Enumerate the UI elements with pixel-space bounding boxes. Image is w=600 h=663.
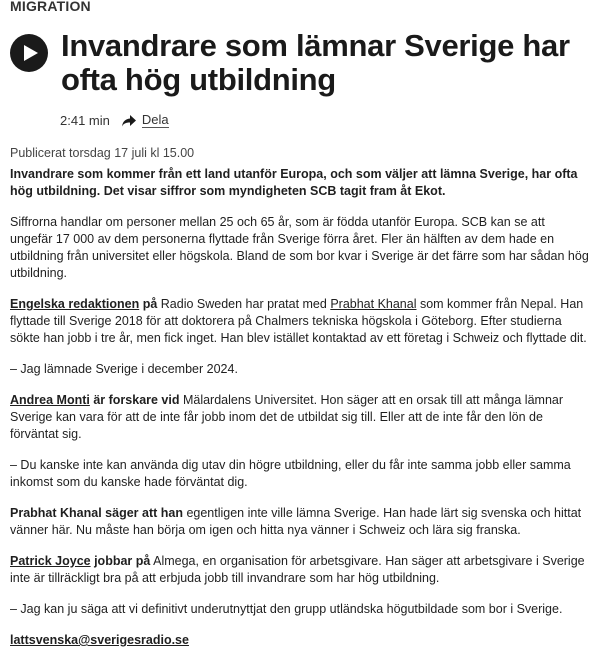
category-label: MIGRATION <box>10 0 91 14</box>
contact-email-link[interactable]: lattsvenska@sverigesradio.se <box>10 633 189 647</box>
contact-paragraph <box>10 632 590 649</box>
headline: Invandrare som lämnar Sverige har ofta hög utbildning <box>61 28 570 97</box>
headline-row <box>10 29 571 97</box>
text: Radio Sweden har pratat med <box>160 297 331 311</box>
text-bold: jobbar på <box>90 554 151 568</box>
link-patrick-joyce[interactable]: Patrick Joyce <box>10 554 91 568</box>
text-bold: Prabhat Khanal säger att han <box>10 506 183 520</box>
share-label: Dela <box>141 112 169 127</box>
paragraph-statistics: Siffrorna handlar om personer mellan 25 och 65 år, som är födda utanför Europa. SCB kan se att ungefär 17 000 av dem personerna flyttade från Sverige förra året. Fler än hälften av dem hade en utbildning från universitet eller högskola. Bland de som bor kvar i Sverige är det färre som har sådan hög utbildning. <box>10 215 589 280</box>
text-bold: är forskare vid <box>89 393 183 407</box>
share-button[interactable] <box>122 113 169 128</box>
paragraph-monti <box>10 392 590 443</box>
paragraph-joyce <box>10 553 590 587</box>
link-andrea-monti[interactable]: Andrea Monti <box>10 393 90 407</box>
share-arrow-icon <box>122 115 136 127</box>
link-prabhat-khanal[interactable]: Prabhat Khanal <box>330 297 417 311</box>
quote-khanal: – Jag lämnade Sverige i december 2024. <box>10 362 238 376</box>
play-button[interactable] <box>10 34 48 72</box>
article-lead: Invandrare som kommer från ett land utanför Europa, och som väljer att lämna Sverige, har ofta hög utbildning. Det visar siffror som myndigheten SCB tagit fram åt Ekot. <box>10 167 578 198</box>
quote-joyce: – Jag kan ju säga att vi definitivt underutnyttjat den grupp utländska högutbildade som bor i Sverige. <box>10 602 563 616</box>
paragraph-khanal-intro <box>10 296 590 347</box>
published-date: Publicerat torsdag 17 juli kl 15.00 <box>10 146 195 160</box>
audio-meta <box>60 113 169 128</box>
play-icon <box>24 45 38 61</box>
text: egentligen inte ville lämna Sverige. Han hade lärt sig svenska och hittat vänner här. Nu måste han börja om igen och hitta nya vänner i Schweiz och lära sig franska. <box>10 506 582 537</box>
audio-duration: 2:41 min <box>60 113 110 128</box>
text: Almega, en organisation för arbetsgivare. Han säger att arbetsgivare i Sverige inte är tillräckligt bra på att erbjuda jobb till invandrare som har hög utbildning. <box>10 554 585 585</box>
quote-monti: – Du kanske inte kan använda dig utav din högre utbildning, eller du får inte samma jobb eller samma inkomst som du kanske hade förväntat dig. <box>10 458 571 489</box>
link-engelska-redaktionen[interactable]: Engelska redaktionen <box>10 297 140 311</box>
text: som kommer från Nepal. Han flyttade till Sverige 2018 för att doktorera på Chalmers tekniska högskola i Göteborg. Efter studierna sökte han jobb i tre år, men fick inget. Han blev istället kontaktad av ett företag i Schweiz och flyttade dit. <box>10 297 587 345</box>
paragraph-khanal-feelings <box>10 505 590 539</box>
article-body <box>10 166 590 663</box>
text: Mälardalens Universitet. Hon säger att en orsak till att många lämnar Sverige kan vara för att de inte får jobb inom det de utbildat sig till. Eller att de inte får den lön de förväntat sig. <box>10 393 564 441</box>
text-bold: på <box>139 297 161 311</box>
